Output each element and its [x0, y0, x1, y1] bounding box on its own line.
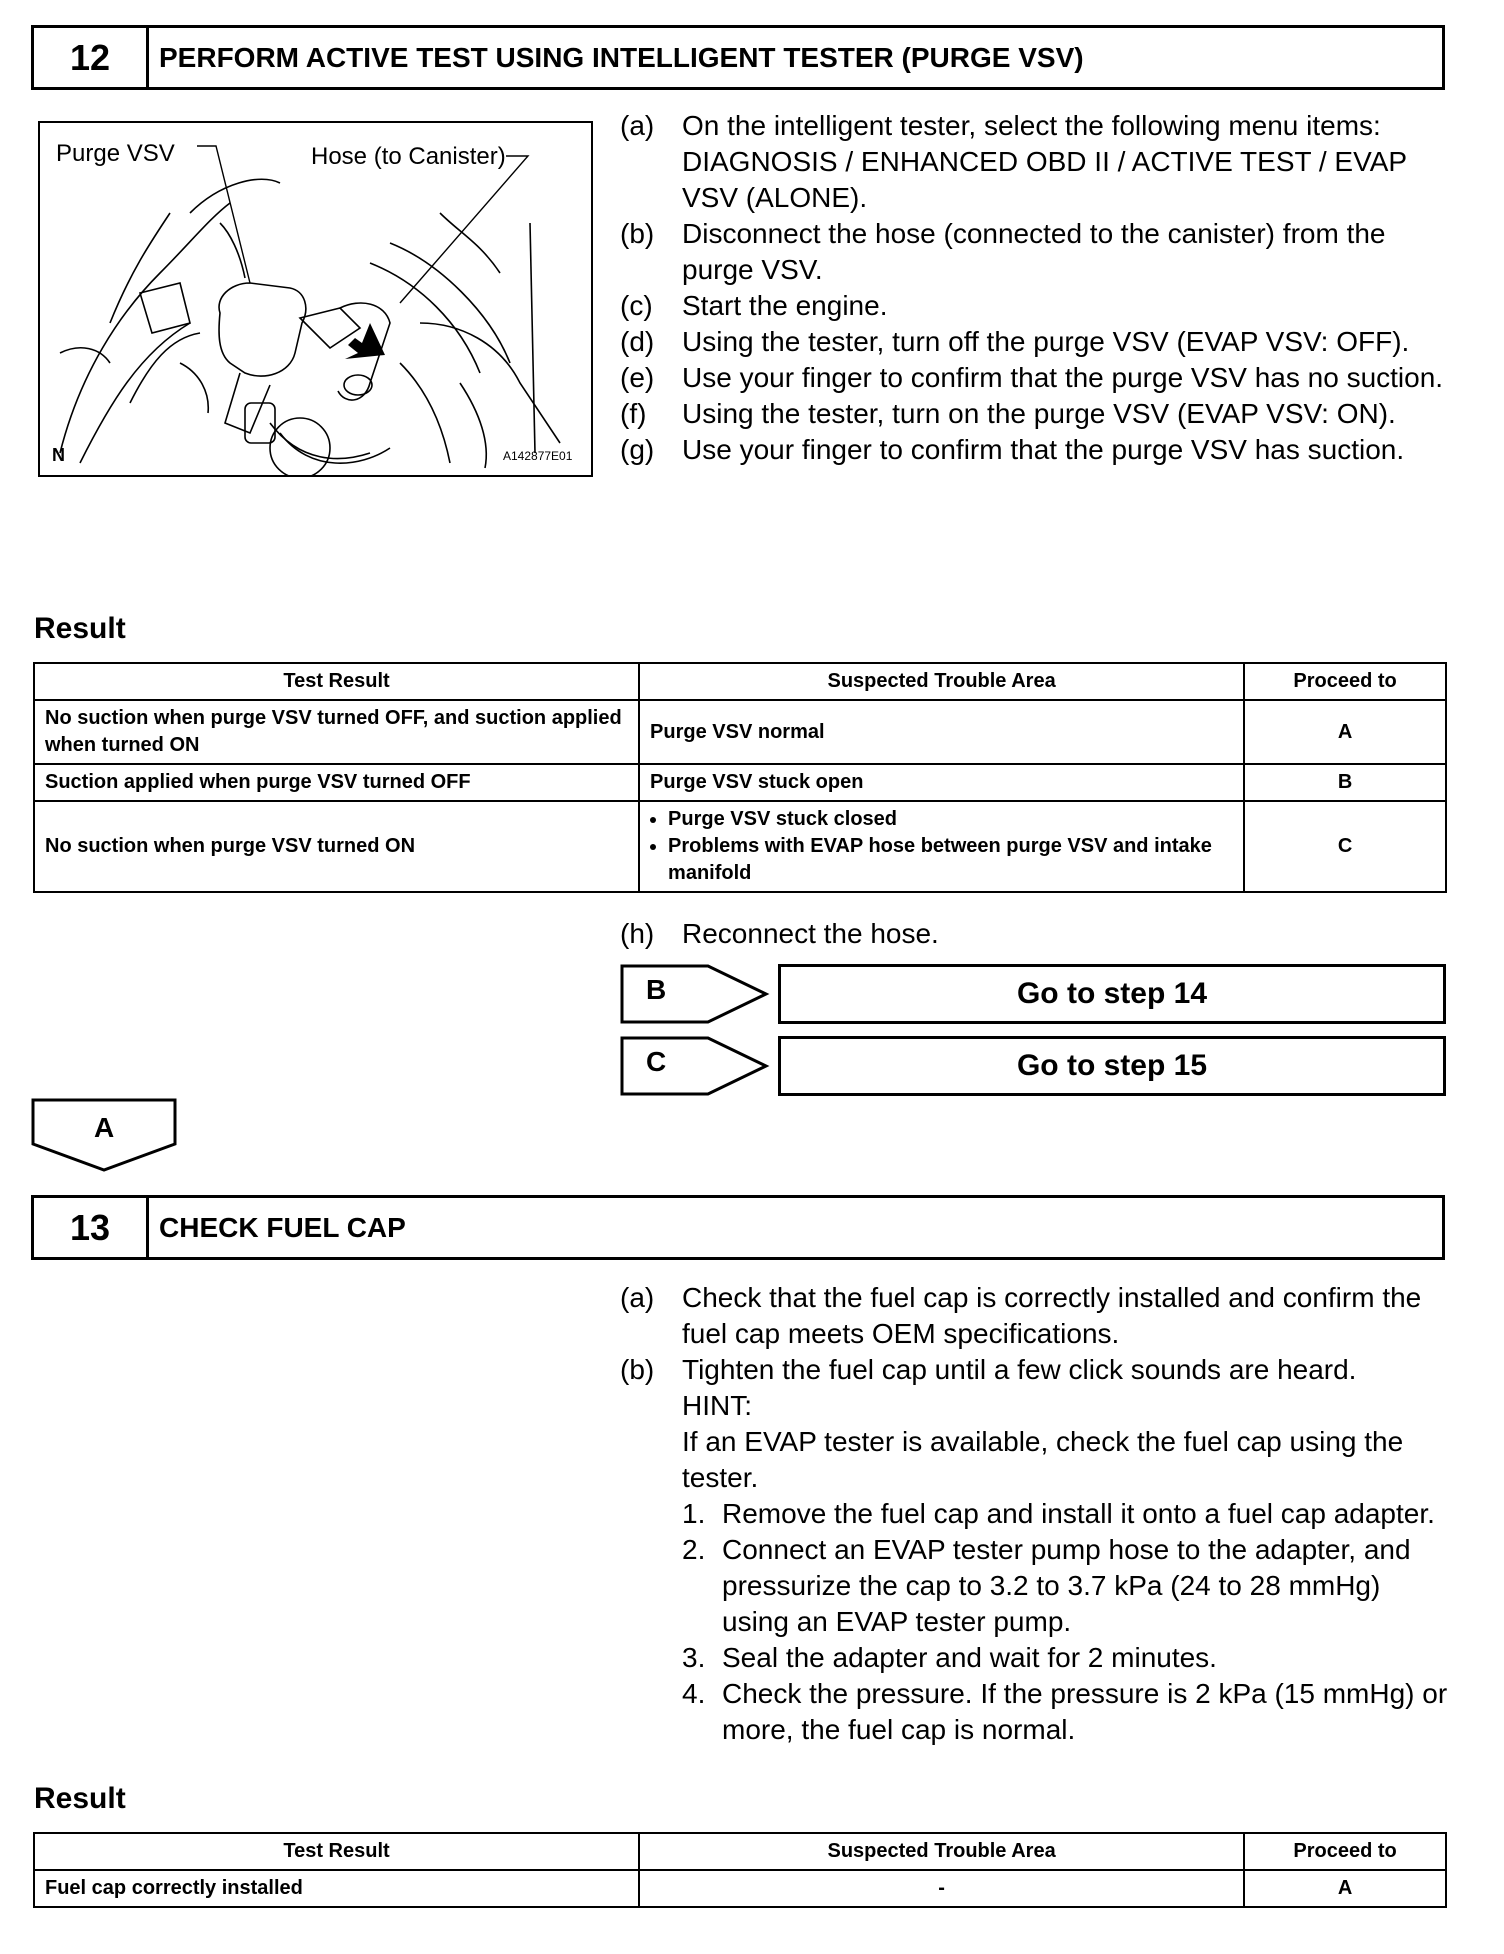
table-row: Fuel cap correctly installed - A	[34, 1870, 1446, 1907]
trouble-area-list	[650, 806, 1233, 887]
label-north: N	[52, 445, 65, 465]
header-trouble-area: Suspected Trouble Area	[639, 663, 1244, 700]
branch-arrow-c	[620, 1036, 770, 1096]
step-title: CHECK FUEL CAP	[159, 1211, 406, 1243]
sub-step: 1. Remove the fuel cap and install it onto a fuel cap adapter.	[682, 1498, 1435, 1529]
instruction-item: (b) Disconnect the hose (connected to the canister) from the purge VSV.	[620, 218, 1386, 285]
header-test-result: Test Result	[34, 663, 639, 700]
label-hose: Hose (to Canister)	[311, 143, 506, 170]
hint-label: HINT:	[682, 1390, 752, 1421]
header-proceed: Proceed to	[1244, 1833, 1446, 1870]
sub-step: 3. Seal the adapter and wait for 2 minutes.	[682, 1642, 1217, 1673]
list-item: • Purge VSV stuck closed	[668, 806, 1233, 833]
branch-arrow-b	[620, 964, 770, 1024]
header-trouble-area: Suspected Trouble Area	[639, 1833, 1244, 1870]
instruction-item: (g) Use your finger to confirm that the purge VSV has suction.	[620, 434, 1405, 465]
header-test-result: Test Result	[34, 1833, 639, 1870]
step-13-result-table	[33, 1832, 1447, 1908]
goto-step-14[interactable]: Go to step 14	[778, 964, 1446, 1024]
table-row: Suction applied when purge VSV turned OFF Purge VSV stuck open B	[34, 764, 1446, 801]
table-row: No suction when purge VSV turned ON • Purge VSV stuck closed • Problems with EVAP hose between purge VSV and intake manifold C	[34, 801, 1446, 892]
step-13-instructions	[620, 1280, 1450, 1748]
result-label: Result	[34, 612, 126, 645]
instruction-item: (f) Using the tester, turn on the purge VSV (EVAP VSV: ON).	[620, 398, 1396, 429]
branch-tag-b: B	[646, 974, 667, 1005]
step-number: 13	[34, 1198, 149, 1257]
step-13-header	[31, 1195, 1445, 1260]
purge-vsv-figure	[38, 121, 593, 477]
instruction-item: (a) Check that the fuel cap is correctly installed and confirm the fuel cap meets OEM specifications.	[620, 1282, 1422, 1349]
step-12-header	[31, 25, 1445, 90]
engine-illustration	[40, 123, 591, 475]
instruction-item: (b) Tighten the fuel cap until a few click sounds are heard. HINT: If an EVAP tester is available, check the fuel cap using the tester. 1. Remove the fuel cap and install it onto a fuel cap adapter. 2. Connect an EVAP tester pump hose to the adapter, and pressurize the cap to 3.2 to 3.7 kPa (24 to 28 mmHg) using an EVAP tester pump. 3. Seal the adapter and wait for 2 minutes. 4. Check the pressure. If the pressure is 2 kPa (15 mmHg) or more, the fuel cap is normal.	[620, 1352, 1450, 1748]
figure-code: A142877E01	[503, 449, 573, 463]
result-label: Result	[34, 1782, 126, 1815]
instruction-item: (e) Use your finger to confirm that the purge VSV has no suction.	[620, 362, 1444, 393]
list-item: • Problems with EVAP hose between purge VSV and intake manifold	[668, 833, 1233, 887]
step-number: 12	[34, 28, 149, 87]
table-row: No suction when purge VSV turned OFF, and suction applied when turned ON Purge VSV normal A	[34, 700, 1446, 764]
sub-step: 4. Check the pressure. If the pressure is 2 kPa (15 mmHg) or more, the fuel cap is normal.	[682, 1678, 1448, 1745]
step-12-instruction-h: (h) Reconnect the hose.	[620, 918, 939, 949]
next-tag-a: A	[94, 1112, 115, 1143]
instruction-item: (d) Using the tester, turn off the purge VSV (EVAP VSV: OFF).	[620, 326, 1410, 357]
step-12-instructions	[620, 108, 1450, 468]
hint-text: If an EVAP tester is available, check the fuel cap using the tester.	[682, 1426, 1404, 1493]
sub-step: 2. Connect an EVAP tester pump hose to the adapter, and pressurize the cap to 3.2 to 3.7 kPa (24 to 28 mmHg) using an EVAP tester pump.	[682, 1534, 1411, 1637]
step-title: PERFORM ACTIVE TEST USING INTELLIGENT TESTER (PURGE VSV)	[159, 41, 1084, 73]
label-purge-vsv: Purge VSV	[56, 140, 175, 167]
header-proceed: Proceed to	[1244, 663, 1446, 700]
instruction-item: (c) Start the engine.	[620, 290, 888, 321]
table-header-row	[34, 663, 1446, 700]
table-header-row	[34, 1833, 1446, 1870]
goto-step-15[interactable]: Go to step 15	[778, 1036, 1446, 1096]
instruction-item: (a) On the intelligent tester, select the following menu items: DIAGNOSIS / ENHANCED OBD II / ACTIVE TEST / EVAP VSV (ALONE).	[620, 110, 1407, 213]
branch-tag-c: C	[646, 1046, 667, 1077]
step-12-result-table	[33, 662, 1447, 893]
